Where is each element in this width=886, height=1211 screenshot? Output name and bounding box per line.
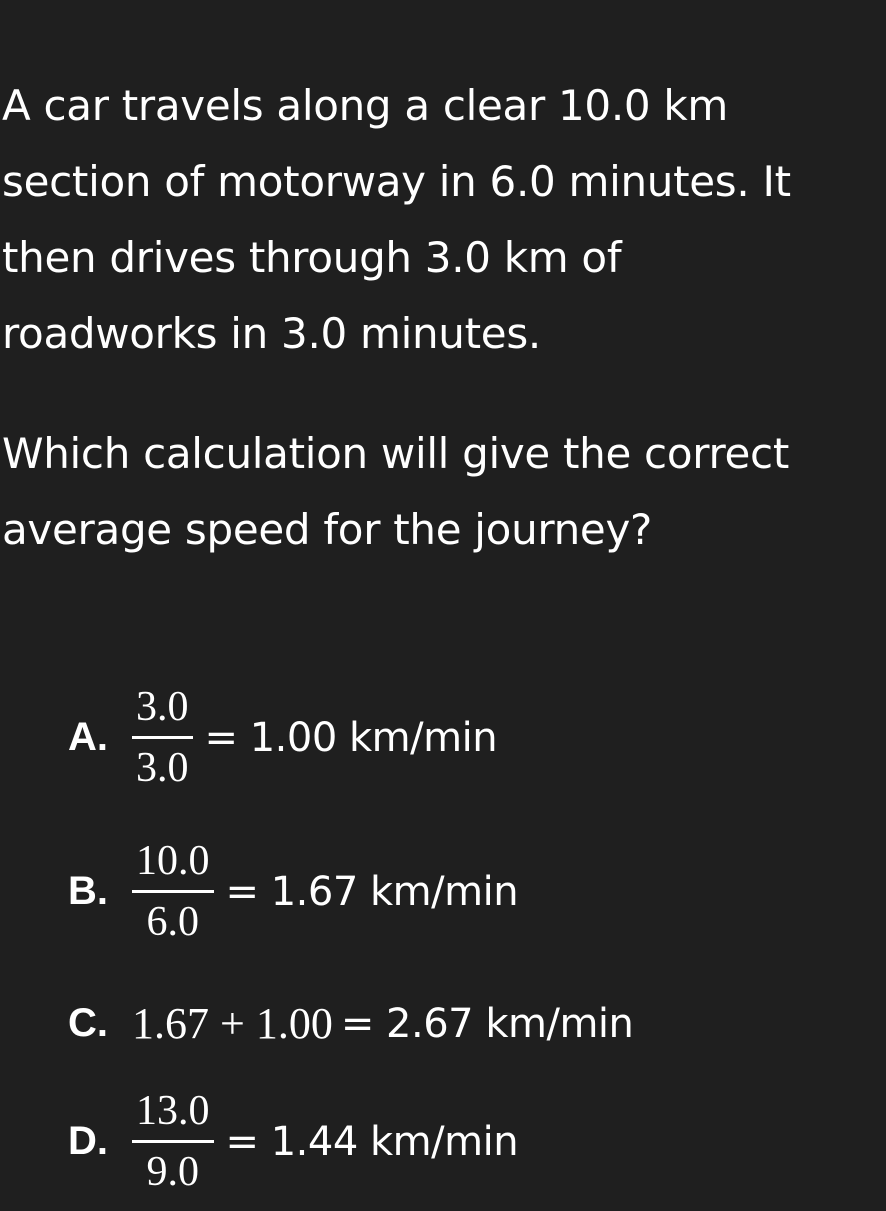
answer-option-c[interactable]	[68, 998, 633, 1049]
stem-line: section of motorway in 6.0 minutes. It	[2, 157, 791, 206]
answer-option-d[interactable]	[68, 1088, 518, 1195]
fraction	[132, 1088, 214, 1195]
fraction-numerator: 3.0	[136, 684, 189, 730]
option-letter: D.	[68, 1119, 108, 1163]
option-result: = 2.67 km/min	[340, 1000, 634, 1047]
question-stem	[2, 68, 886, 372]
option-expression: 1.67 + 1.00	[132, 999, 333, 1048]
option-result: = 1.67 km/min	[225, 868, 519, 915]
fraction	[132, 838, 214, 945]
prompt-line: average speed for the journey?	[2, 505, 653, 554]
fraction-denominator: 3.0	[136, 745, 189, 791]
fraction	[132, 684, 193, 791]
fraction-denominator: 6.0	[146, 899, 199, 945]
answer-option-b[interactable]	[68, 838, 518, 945]
option-letter: A.	[68, 715, 108, 759]
answer-option-a[interactable]	[68, 684, 497, 791]
option-letter: B.	[68, 869, 108, 913]
stem-line: then drives through 3.0 km of	[2, 233, 622, 282]
question-prompt	[2, 416, 886, 568]
option-result: = 1.00 km/min	[204, 714, 498, 761]
fraction-denominator: 9.0	[146, 1149, 199, 1195]
stem-line: A car travels along a clear 10.0 km	[2, 81, 728, 130]
option-result: = 1.44 km/min	[225, 1118, 519, 1165]
fraction-numerator: 10.0	[136, 838, 210, 884]
fraction-numerator: 13.0	[136, 1088, 210, 1134]
stem-line: roadworks in 3.0 minutes.	[2, 309, 541, 358]
prompt-line: Which calculation will give the correct	[2, 429, 790, 478]
option-letter: C.	[68, 1001, 108, 1045]
